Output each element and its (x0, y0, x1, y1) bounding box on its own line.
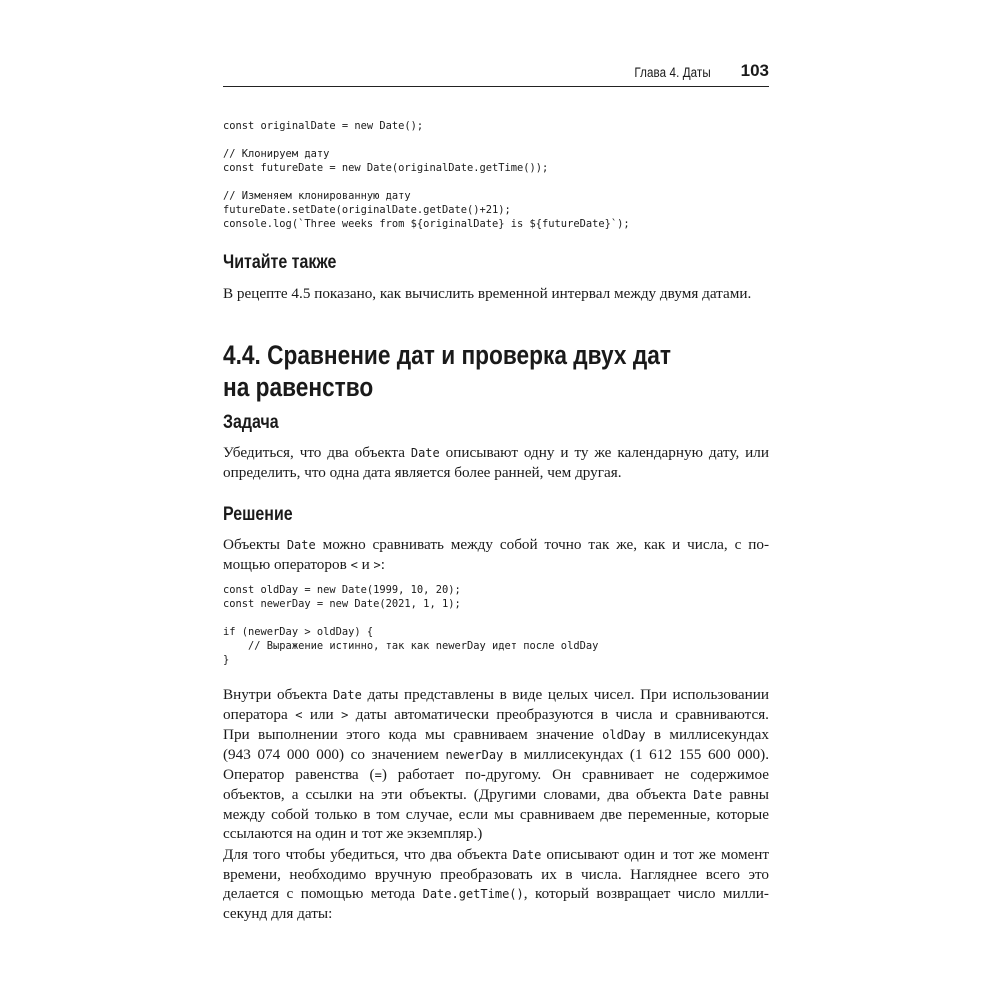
code-line: const newerDay = new Date(2021, 1, 1); (223, 598, 461, 610)
code-line: // Выражение истинно, так как newerDay идет после oldDay (223, 640, 599, 652)
code-line: } (223, 654, 230, 666)
paragraph-line: секунд для даты: (223, 905, 333, 922)
paragraph-line: оператора < или > даты автоматически преобразуются в числа и сравниваются. (223, 706, 769, 723)
code-block-clone-date (223, 119, 769, 231)
section-title-line: 4.4. Сравнение дат и проверка двух дат (223, 340, 671, 370)
code-line: const originalDate = new Date(); (223, 120, 424, 132)
see-also-text (223, 284, 769, 303)
solution-heading: Решение (223, 504, 293, 525)
code-line: if (newerDay > oldDay) { (223, 626, 374, 638)
paragraph-line: делается с помощью метода Date.getTime(), который возвращает число милли- (223, 885, 769, 902)
paragraph-line: При выполнении этого кода мы сравниваем значение oldDay в миллисекундах (223, 726, 769, 743)
code-line: // Изменяем клонированную дату (223, 190, 411, 202)
book-page (223, 58, 770, 922)
code-line: futureDate.setDate(originalDate.getDate()+21); (223, 204, 511, 216)
paragraph-internal-representation (223, 685, 769, 765)
task-paragraph (223, 443, 769, 482)
solution-paragraph (223, 535, 769, 575)
see-also-heading: Читайте также (223, 252, 337, 273)
code-line (223, 133, 769, 147)
paragraph-gettime (223, 845, 769, 923)
page-number: 103 (740, 61, 769, 80)
task-heading: Задача (223, 412, 279, 433)
paragraph-line: Оператор равенства (=) работает по-другому. Он сравнивает не содержимое (223, 766, 769, 783)
paragraph-line: мощью операторов < и >: (223, 556, 385, 573)
section-title-line: на равенство (223, 372, 374, 402)
code-block-compare-dates (223, 583, 769, 667)
code-line: // Клонируем дату (223, 148, 330, 160)
paragraph-line: времени, необходимо вручную преобразовать их в числа. Нагляднее всего это (223, 866, 769, 883)
section-title (223, 339, 769, 403)
paragraph-line: В рецепте 4.5 показано, как вычислить временной интервал между двумя датами. (223, 285, 752, 302)
paragraph-line: объектов, а ссылки на эти объекты. (Другими словами, два объекта Date равны (223, 786, 770, 803)
code-line: console.log(`Three weeks from ${originalDate} is ${futureDate}`); (223, 218, 630, 230)
paragraph-line: Внутри объекта Date даты представлены в виде целых чисел. При использовании (223, 686, 769, 703)
code-line: const oldDay = new Date(1999, 10, 20); (223, 584, 461, 596)
running-header (223, 58, 769, 87)
paragraph-line: Объекты Date можно сравнивать между собой точно так же, как и числа, с по- (223, 536, 770, 553)
paragraph-line: между собой только в том случае, если мы сравниваем две переменные, которые (223, 806, 769, 823)
paragraph-line: ссылаются на один и тот же экземпляр.) (223, 825, 483, 842)
code-line (223, 175, 769, 189)
paragraph-equality-operator (223, 765, 769, 843)
paragraph-line: определить, что одна дата является более ранней, чем другая. (223, 464, 622, 481)
code-line: const futureDate = new Date(originalDate.getTime()); (223, 162, 549, 174)
paragraph-line: (943 074 000 000) со значением newerDay в миллисекундах (1 612 155 600 000). (223, 746, 769, 763)
code-line (223, 611, 769, 625)
paragraph-line: Для того чтобы убедиться, что два объекта Date описывают один и тот же момент (223, 846, 769, 863)
chapter-title: Глава 4. Даты (634, 65, 711, 80)
paragraph-line: Убедиться, что два объекта Date описывают одну и ту же календарную дату, или (223, 444, 769, 461)
